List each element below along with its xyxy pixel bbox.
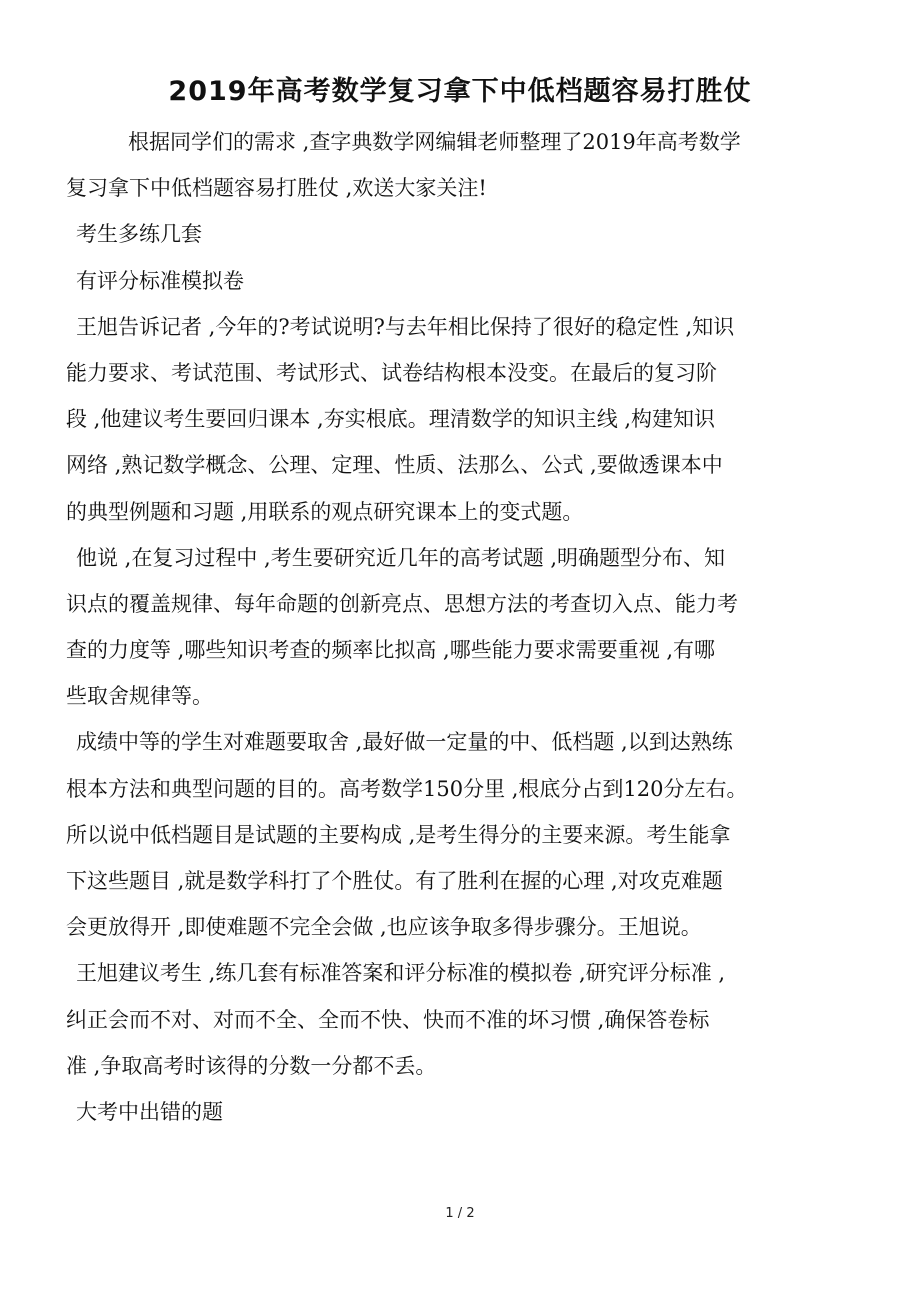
section-heading: 考生多练几套 (76, 222, 202, 247)
paragraph-line: 准 ,争取高考时该得的分数一分都不丢。 (66, 1053, 437, 1078)
paragraph-line: 网络 ,熟记数学概念、公理、定理、性质、法那么、公式 ,要做透课本中 (66, 453, 723, 478)
paragraph-line: 王旭建议考生 ,练几套有标准答案和评分标准的模拟卷 ,研究评分标准 , (76, 961, 726, 986)
paragraph-line: 复习拿下中低档题容易打胜仗 ,欢送大家关注! (66, 176, 487, 201)
paragraph-line: 根据同学们的需求 ,查字典数学网编辑老师整理了2019年高考数学 (128, 130, 741, 154)
paragraph-line: 根本方法和典型问题的目的。高考数学150分里 ,根底分占到120分左右。 (66, 776, 748, 801)
paragraph-line: 段 ,他建议考生要回归课本 ,夯实根底。理清数学的知识主线 ,构建知识 (66, 407, 716, 432)
paragraph-line: 识点的覆盖规律、每年命题的创新亮点、思想方法的考查切入点、能力考 (66, 591, 738, 616)
paragraph-line: 王旭告诉记者 ,今年的?考试说明?与去年相比保持了很好的稳定性 ,知识 (76, 314, 735, 339)
paragraph-line: 的典型例题和习题 ,用联系的观点研究课本上的变式题。 (66, 499, 584, 524)
paragraph-line: 纠正会而不对、对而不全、全而不快、快而不准的坏习惯 ,确保答卷标 (66, 1007, 710, 1032)
paragraph-line: 会更放得开 ,即使难题不完全会做 ,也应该争取多得步骤分。王旭说。 (66, 915, 702, 940)
paragraph-line: 能力要求、考试范围、考试形式、试卷结构根本没变。在最后的复习阶 (66, 360, 717, 385)
paragraph-line: 查的力度等 ,哪些知识考查的频率比拟高 ,哪些能力要求需要重视 ,有哪 (66, 638, 716, 663)
section-heading: 有评分标准模拟卷 (76, 268, 244, 293)
paragraph-line: 他说 ,在复习过程中 ,考生要研究近几年的高考试题 ,明确题型分布、知 (76, 545, 726, 570)
section-heading: 大考中出错的题 (76, 1099, 223, 1124)
document-title: 2019年高考数学复习拿下中低档题容易打胜仗 (168, 76, 752, 107)
paragraph-line: 成绩中等的学生对难题要取舍 ,最好做一定量的中、低档题 ,以到达熟练 (76, 730, 733, 755)
paragraph-line: 些取舍规律等。 (66, 684, 213, 709)
paragraph-line: 所以说中低档题目是试题的主要构成 ,是考生得分的主要来源。考生能拿 (66, 822, 731, 847)
page-number: 1 / 2 (445, 1206, 475, 1221)
document-body (66, 119, 866, 1135)
paragraph-line: 下这些题目 ,就是数学科打了个胜仗。有了胜利在握的心理 ,对攻克难题 (66, 869, 723, 893)
